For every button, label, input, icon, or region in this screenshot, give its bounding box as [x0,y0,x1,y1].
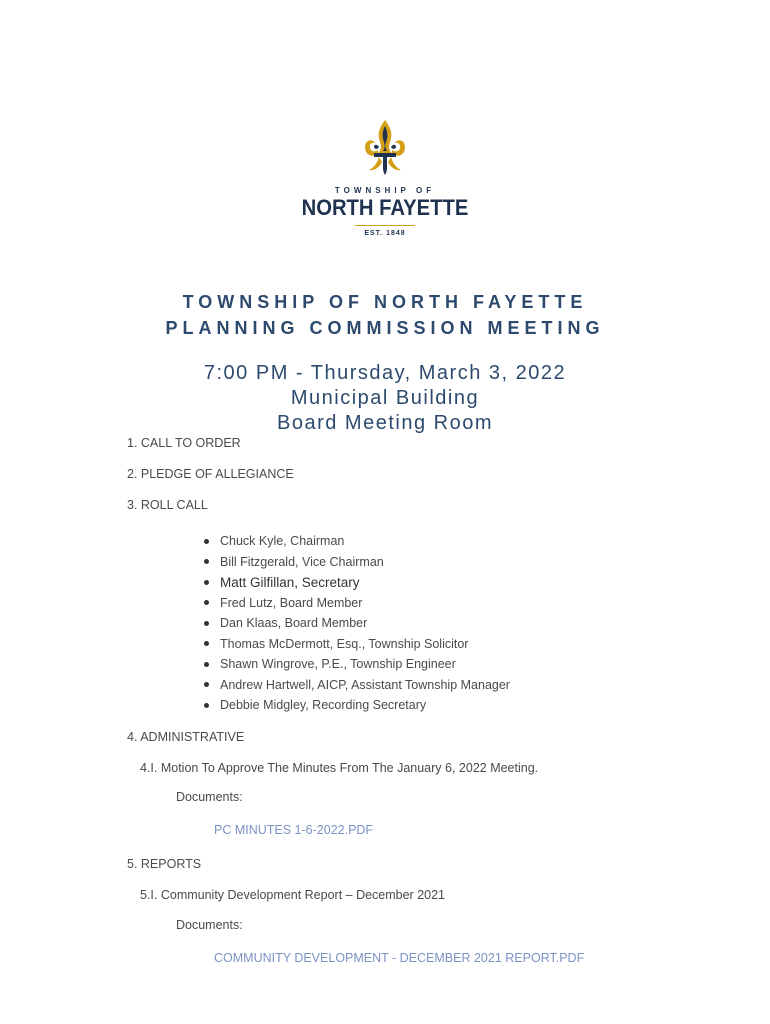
community-development-report-pdf-link[interactable]: COMMUNITY DEVELOPMENT - DECEMBER 2021 REPORT.PDF [214,951,585,965]
logo-north-fayette: NORTH FAYETTE [301,195,469,220]
fleur-de-lis-icon [364,120,406,178]
list-item: Dan Klaas, Board Member [204,613,510,634]
bullet-icon [204,621,209,626]
bullet-icon [204,662,209,667]
logo-township-of: TOWNSHIP OF [334,186,436,195]
meeting-location-room: Board Meeting Room [277,412,493,434]
agenda-subitem-motion-minutes: 4.I. Motion To Approve The Minutes From The January 6, 2022 Meeting. [140,761,539,775]
bullet-icon [204,703,209,708]
agenda-item-administrative: 4. ADMINISTRATIVE [127,730,245,744]
list-item: Debbie Midgley, Recording Secretary [204,695,510,716]
bullet-icon [204,559,209,564]
roll-call-list [204,531,510,716]
agenda-item-pledge: 2. PLEDGE OF ALLEGIANCE [127,467,294,481]
bullet-icon [204,682,209,687]
township-logo [0,120,770,237]
list-item: Bill Fitzgerald, Vice Chairman [204,552,510,573]
list-item: Andrew Hartwell, AICP, Assistant Township Manager [204,675,510,696]
bullet-icon [204,539,209,544]
pc-minutes-pdf-link[interactable]: PC MINUTES 1-6-2022.PDF [214,823,374,837]
agenda-item-roll-call: 3. ROLL CALL [127,498,208,512]
list-item: Matt Gilfillan, Secretary [204,572,510,593]
meeting-location-building: Municipal Building [290,387,480,409]
list-item: Chuck Kyle, Chairman [204,531,510,552]
bullet-icon [204,580,209,585]
bullet-icon [204,641,209,646]
page-title-line2: PLANNING COMMISSION MEETING [165,318,605,338]
list-item: Fred Lutz, Board Member [204,593,510,614]
agenda-item-reports: 5. REPORTS [127,857,202,871]
list-item: Thomas McDermott, Esq., Township Solicitor [204,634,510,655]
logo-established: EST. 1848 [364,230,406,237]
list-item: Shawn Wingrove, P.E., Township Engineer [204,654,510,675]
documents-label: Documents: [176,918,243,932]
meeting-time-date: 7:00 PM - Thursday, March 3, 2022 [203,362,567,384]
bullet-icon [204,600,209,605]
logo-divider [355,225,415,226]
documents-label: Documents: [176,790,243,804]
agenda-subitem-community-development: 5.I. Community Development Report – December 2021 [140,888,446,902]
page-title-line1: TOWNSHIP OF NORTH FAYETTE [182,292,588,312]
agenda-item-call-to-order: 1. CALL TO ORDER [127,436,241,450]
